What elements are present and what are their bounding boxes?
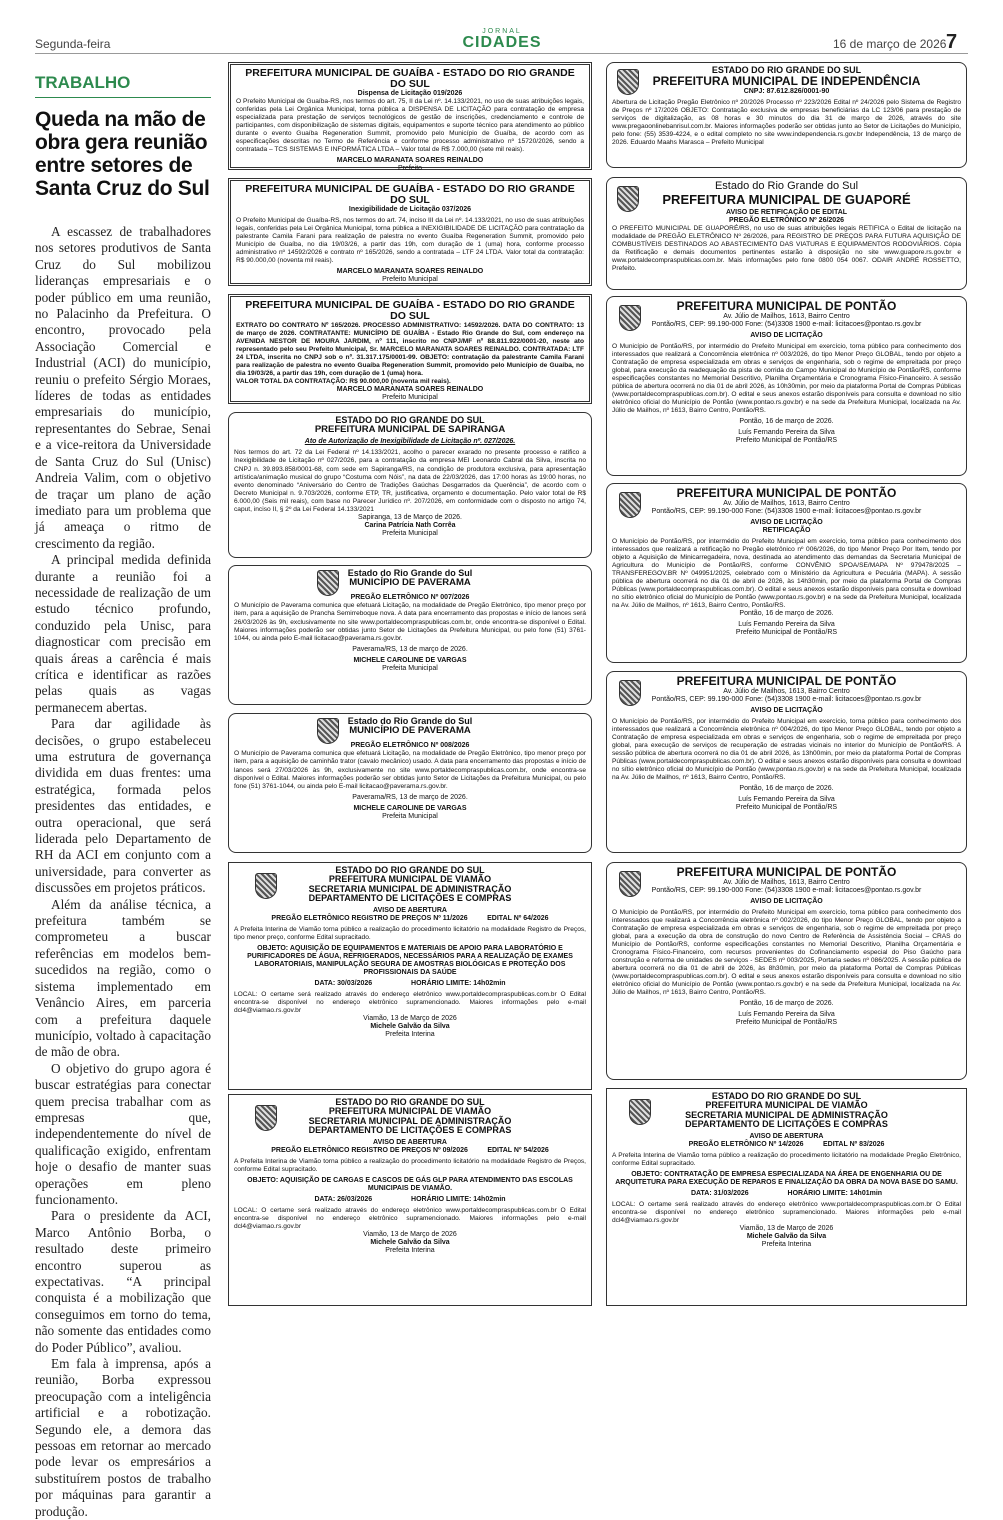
- notice-title: SECRETARIA MUNICIPAL DE ADMINISTRAÇÃO: [308, 883, 512, 894]
- notice-value: VALOR TOTAL DA CONTRATAÇÃO: R$ 90.000,00 (noventa mil reais).: [236, 378, 451, 386]
- notice-subtitle: Ato de Autorização de Inexigibilidade de Licitação nº. 027/2026.: [304, 438, 516, 446]
- notice-contact: Pontão/RS, CEP: 99.190-000 Fone: (54)3308 1900 e-mail: licitacoes@pontao.rs.gov.br: [651, 695, 922, 703]
- page-header: [0, 0, 1003, 62]
- notice-title: ESTADO DO RIO GRANDE DO SUL: [711, 65, 862, 75]
- notice-title: PREFEITURA MUNICIPAL DE PONTÃO: [676, 486, 897, 500]
- notice-role: Prefeito Municipal de Pontão/RS: [735, 437, 838, 445]
- notice-schedule: DATA: 26/03/2026 HORÁRIO LIMITE: 14h02min: [314, 1196, 506, 1203]
- notice-date: Pontão, 16 de março de 2026.: [739, 784, 834, 792]
- notice-address: Av. Júlio de Mailhos, 1613, Bairro Centro: [723, 878, 850, 886]
- notice-title: MUNICÍPIO DE PAVERAMA: [349, 577, 471, 589]
- article-body: [35, 224, 211, 1520]
- notice-guaiba-dispensa: [228, 62, 592, 173]
- notice-role: Prefeita Municipal: [382, 529, 438, 537]
- notice-schedule: DATA: 30/03/2026 HORÁRIO LIMITE: 14h02min: [314, 980, 506, 988]
- header-day: Segunda-feira: [35, 37, 111, 51]
- notice-date: Viamão, 13 de Março de 2026: [363, 1231, 457, 1239]
- notice-title: PREFEITURA MUNICIPAL DE GUAPORÉ: [662, 191, 911, 207]
- guapore-crest-icon: [617, 186, 639, 212]
- notice-body: O Prefeito Municipal de Guaíba-RS, nos termos do art. 74, inciso III da Lei nº. 14.133/2021, no uso de suas atribuições legais, conferidas pela Lei Orgânica Municipal, torna pública a INEXIGIBILIDADE DE LICITAÇÃO para contratação da palestrante Camila Farani para realização de palestra no evento Guaíba Regeneration Summit, promovido pelo Município de Guaíba, no dia 19/03/26, a partir das 19h, com duração de 1 (uma) hora, conforme processo administrativo nº 14592/2026 e contrato nº 165/2026, sendo a contratada – LTF 24 LTDA. Valor total da contratação: R$ 90.000,00 (noventa mil reais).: [236, 217, 584, 265]
- notice-guaiba-inexigibilidade: [228, 178, 592, 286]
- notice-guapore: [606, 177, 967, 290]
- notice-subtitle: Dispensa de Licitação 019/2026: [357, 90, 463, 98]
- notice-pontao-004: [606, 671, 967, 853]
- header-date: 16 de março de 2026: [833, 37, 947, 51]
- notice-date: Pontão, 16 de março de 2026.: [739, 610, 834, 618]
- notice-body: O Município de Paverama comunica que efetuará Licitação, na modalidade de Pregão Eletrônico, tipo menor preço por item, para a aquisição de Prancha Semirreboque nova. A data para encerramento das propostas e início de lances será 26/03/2026 às 9h, exclusivamente no site www.portaldecompraspublicas.com.br, onde encontra-se disponível o Edital. Maiores informações poderão ser obtidas junto Setor de Licitações da Prefeitura Municipal, ou pelo fone (51) 3761-1044, ou ainda pelo E-mail licitacao@paverama.rs.gov.br.: [234, 602, 586, 642]
- article-kicker: TRABALHO: [35, 73, 211, 98]
- notice-contact: Pontão/RS, CEP: 99.190-000 Fone: (54)3308 1900 e-mail: licitacoes@pontao.rs.gov.br: [651, 320, 922, 328]
- notice-contact: Pontão/RS, CEP: 99.190-000 Fone: (54)3308 1900 e-mail: licitacoes@pontao.rs.gov.br: [651, 886, 922, 894]
- notice-role: Prefeita Municipal: [382, 664, 438, 672]
- notice-signer: MICHELE CAROLINE DE VARGAS: [353, 656, 467, 664]
- notice-title: PREFEITURA MUNICIPAL DE PONTÃO: [676, 299, 897, 313]
- notice-title: PREFEITURA MUNICIPAL DE PONTÃO: [676, 674, 897, 688]
- notice-aviso: AVISO DE ABERTURA: [749, 1132, 824, 1140]
- notice-body: Abertura de Licitação Pregão Eletrônico nº 20/2026 Processo nº 223/2026 Edital nº 24/2026 pelo Sistema de Registro de Preços nº 17/2026 OBJETO: Contratação exclusiva de empresas beneficiárias da LC 123/06 para prestação de serviços de digitalização, as 08 horas e 30 minutos do dia 31 de março de 2026, através do site www.pregaoonlinebanrisul.com.br. Maiores informações poderão ser obtidas junto ao Setor de Licitações do Município, pelo fone: (55) 3539-4224, e o edital completo no site www.independencia.rs.gov.br Independência, 13 de março de 2026. Eduardo Maahs Marasca – Prefeito Municipal: [612, 99, 961, 147]
- notice-title: DEPARTAMENTO DE LICITAÇÕES E COMPRAS: [685, 1119, 888, 1130]
- notice-role: Prefeito: [397, 165, 423, 173]
- notice-title: PREFEITURA MUNICIPAL DE VIAMÃO: [705, 1100, 868, 1111]
- notice-signer: MARCELO MARANATA SOARES REINALDO: [336, 157, 484, 165]
- notice-role: Prefeito Municipal: [382, 394, 438, 402]
- notice-body: O Município de Pontão/RS, por intermédio do Prefeito Municipal em exercício, torna público para conhecimento dos interessados que realizará a Concorrência eletrônica nº 004/2026, do tipo Menor Preço GLOBAL, tendo por objeto a Contratação de empresa especializada em obras e serviços de engenharia, sob o regime de empreitada por preço global, para execução de serviços de recuperação de estradas vicinais no interior do Município de Pontão/RS. A sessão pública de abertura ocorrerá no dia 01 de abril 2026, às 13h00min, por meio da plataforma Portal de Compras Públicas (www.portaldecompraspublicas.com.br). O edital e seus anexos estarão disponíveis para consulta e download no sítio eletrônico oficial do Município de Pontão (www.pontao.rs.gov.br) e na sede da Prefeitura Municipal, localizada na Av. Júlio de Mailhos, nº 1613, Bairro Centro, Pontão/RS.: [612, 717, 961, 781]
- paverama-crest-icon: [317, 570, 339, 596]
- notice-reference: PREGÃO ELETRÔNICO Nº 14/2026 EDITAL Nº 83/2026: [688, 1140, 885, 1148]
- notice-role: Prefeita Municipal: [382, 812, 438, 820]
- notice-signer: MARCELO MARANATA SOARES REINALDO: [336, 386, 484, 394]
- article-paragraph: Para o presidente da ACI, Marco Antônio Borba, o resultado deste primeiro encontro superou as expectativas. “A principal conquista é a mobilização que conseguimos em torno do tema, não somente das entidades como do Poder Público”, avaliou.: [35, 1208, 211, 1355]
- article-paragraph: Em fala à imprensa, após a reunião, Borba expressou preocupação com a inteligência artificial e a robotização. Segundo ele, a demora das pessoas em retornar ao mercado pode levar os empresários a substituírem postos de trabalho por máquinas para garantir a produção.: [35, 1356, 211, 1519]
- notice-title: PREFEITURA MUNICIPAL DE GUAÍBA - ESTADO DO RIO GRANDE DO SUL: [245, 299, 575, 323]
- notice-date: Paverama/RS, 13 de março de 2026.: [352, 645, 468, 653]
- notice-aviso: AVISO DE ABERTURA: [373, 906, 447, 914]
- notice-address: Av. Júlio de Mailhos, 1613, Bairro Centro: [723, 312, 850, 320]
- notice-title: ESTADO DO RIO GRANDE DO SUL: [335, 415, 485, 425]
- pontao-crest-icon: [619, 305, 641, 331]
- notice-body: A Prefeita Interina de Viamão torna público a realização do procedimento licitatório na modalidade Registro de Preços, tipo menor preço, conforme Edital supracitado.: [234, 925, 586, 941]
- notice-signer: Luís Fernando Pereira da Silva: [738, 796, 835, 804]
- notice-role: Prefeito Municipal de Pontão/RS: [735, 1019, 838, 1027]
- notice-object: OBJETO: AQUISIÇÃO DE CARGAS E CASCOS DE GÁS GLP PARA ATENDIMENTO DAS ESCOLAS MUNICIPAIS DE VIAMÃO.: [247, 1176, 573, 1192]
- notice-paverama-008: [228, 713, 592, 853]
- notice-viamao-11: [228, 862, 592, 1090]
- notice-cnpj: CNPJ: 87.612.826/0001-90: [743, 88, 830, 96]
- notice-subtitle: AVISO DE RETIFICAÇÃO DE EDITAL: [725, 209, 848, 217]
- notice-body: A Prefeita Interina de Viamão torna público a realização do procedimento licitatório na modalidade Pregão Eletrônico, conforme Edital supracitado.: [612, 1151, 961, 1167]
- notice-signer: Luís Fernando Pereira da Silva: [738, 621, 835, 629]
- notice-body: O Município de Pontão/RS, por intermédio do Prefeito Municipal em exercício, torna público para conhecimento dos interessados que realizará a retificação no Pregão eletrônico nº 006/2026, do tipo Menor Preço Por Item, tendo por objeto a Aquisição de Minicarregadeira, nova, destinada ao atendimento das demandas da Secretaria Municipal de Agricultura do Município de Pontão/RS, conforme CONVÊNIO SPOA/SE/MAPA Nº 979478/2025 – TRANSFEREGOV.BR Nº 049951/2025, celebrado com o Ministério da Agricultura e Pecuária (MAPA). A sessão pública de abertura ocorrerá no dia 01 de abril de 2026, às 14h30min, por meio da plataforma Portal de Compras Públicas (www.portaldecompraspublicas.com.br). O edital e seus anexos estarão disponíveis para consulta e download no sítio eletrônico oficial do Município de Pontão (www.pontao.rs.gov.br) e na sede da Prefeitura Municipal, localizada na Av. Júlio de Mailhos, nº 1613, Bairro Centro, Pontão/RS.: [612, 537, 961, 610]
- notice-reference: PREGÃO ELETRÔNICO REGISTRO DE PREÇOS Nº 09/2026 EDITAL Nº 54/2026: [271, 1146, 549, 1154]
- notice-subtitle: PREGÃO ELETRÔNICO Nº 008/2026: [350, 742, 470, 750]
- notice-aviso: AVISO DE LICITAÇÃO: [750, 897, 823, 905]
- newspaper-logo: [452, 28, 552, 50]
- notice-signer: MICHELE CAROLINE DE VARGAS: [353, 804, 467, 812]
- article-paragraph: Além da análise técnica, a prefeitura também se comprometeu a buscar referências em modelos bem-sucedidos na região, como o sistema implementado em Venâncio Aires, em parceria com a prefeitura daquele município, voltado à capacitação de mão de obra.: [35, 896, 211, 1060]
- viamao-crest-icon: [255, 1105, 277, 1131]
- notice-pontao-006: [606, 483, 967, 663]
- notice-sapiranga: [228, 412, 592, 558]
- notice-date: Viamão, 13 de Março de 2026: [739, 1225, 834, 1233]
- notice-date: Sapiranga, 13 de Março de 2026.: [358, 513, 462, 521]
- brand-name: CIDADES: [462, 34, 542, 51]
- notice-title: PREFEITURA MUNICIPAL DE VIAMÃO: [328, 874, 492, 885]
- notice-title: PREFEITURA MUNICIPAL DE SAPIRANGA: [314, 424, 506, 436]
- notice-title: Estado do Rio Grande do Sul: [714, 180, 859, 192]
- notice-address: Av. Júlio de Mailhos, 1613, Bairro Centro: [723, 687, 850, 695]
- notice-body: O PREFEITO MUNICIPAL DE GUAPORÉ/RS, no uso de suas atribuições legais RETIFICA o Edital de licitação na modalidade de PREGÃO ELETRÔNICO Nº 26/2026, para REGISTRO DE PREÇOS PARA FUTURA AQUISIÇÃO DE COMBUSTÍVEIS DESTINADOS AO ABASTECIMENTO DAS VIATURAS E EQUIPAMENTOS RODOVIÁRIOS. Cópia da Retificação e demais documentos pertinentes estarão à disposição no site www.guapore.rs.gov.br e www.portaldecompraspublicas.com.br. Mais informações pelo fone 0800 054 0067. ODAIR ANDRÉ ROSSETTO, Prefeito.: [612, 225, 961, 273]
- notice-title: PREFEITURA MUNICIPAL DE GUAÍBA - ESTADO DO RIO GRANDE DO SUL: [245, 67, 575, 91]
- pontao-crest-icon: [619, 871, 641, 897]
- notice-body: O Prefeito Municipal de Guaíba-RS, nos termos do art. 75, II da Lei nº. 14.133/2021, no uso de suas atribuições legais, conferidas pela Lei Orgânica Municipal, torna pública a DISPENSA DE LICITAÇÃO para contratação de empresa especializada para prestação de serviços tecnológicos de gestão de inscrições, credenciamento e controle de participantes, com disponibilização de sistemas digitais, equipamentos e suporte técnico para atendimento ao público durante o evento Guaíba Regeneration Summit, promovido pelo Município de Guaíba, de acordo com as especificações descritas no Termo de Referência e conforme processo administrativo nº 15720/2026, sendo a contratada – TCS SISTEMAS E INFORMÁTICA LTDA – Valor total de R$ 7.000,00 (sete mil reais).: [236, 98, 584, 154]
- notice-aviso: AVISO DE ABERTURA: [373, 1138, 447, 1146]
- notice-viamao-14: [606, 1088, 967, 1306]
- notice-signer: Michele Galvão da Silva: [746, 1233, 827, 1241]
- notice-pontao-003: [606, 296, 967, 476]
- notice-aviso: AVISO DE LICITAÇÃO: [750, 706, 823, 714]
- notice-role: Prefeita Interina: [385, 1031, 435, 1039]
- notice-subtitle: Inexigibilidade de Licitação 037/2026: [348, 206, 472, 214]
- notice-signer: Luís Fernando Pereira da Silva: [738, 429, 835, 437]
- notice-viamao-09: [228, 1094, 592, 1306]
- article-paragraph: O objetivo do grupo agora é buscar estratégias para conectar quem precisa trabalhar com as empresas que, independentemente do nível de qualificação exigido, enfrentam hoje o desafio de manter suas operações em pleno funcionamento.: [35, 1060, 211, 1207]
- notice-reference: PREGÃO ELETRÔNICO REGISTRO DE PREÇOS Nº 11/2026 EDITAL Nº 64/2026: [271, 914, 549, 922]
- notice-body: Nos termos do art. 72 da Lei Federal nº 14.133/2021, acolho o parecer exarado no presente processo e ratifico a Inexigibilidade de Licitação nº 027/2026, para a contratação da empresa MEI Leonardo Cabral da Silva, inscrita no CNPJ n. 39.893.858/0001-68, com sede em Sapiranga/RS, na condição de produtora exclusiva, para apresentação artística/animação musical do grupo “Costuma com Nóis”, na data de 22/03/2026, das 17:00 horas às 19:00 horas, no evento denominado “Aniversário do Centro de Tradições Gaúchas Desgarrados da Querência”, de acordo com o Decreto Municipal n. 9.703/2026, conforme ETP, TR, justificativa, orçamento e documentação. Pelo valor total de R$ 6.000,00 (Seis mil reais), com base no Parecer Jurídico nº. 207/2026, em conformidade com o disposto no artigo 74, caput, inciso II, § 2º da Lei Federal 14.133/2021: [234, 449, 586, 513]
- notice-date: Paverama/RS, 13 de março de 2026.: [352, 793, 468, 801]
- article-paragraph: A escassez de trabalhadores nos setores produtivos de Santa Cruz do Sul mobilizou lideranças empresariais e o poder público em uma reunião, no Palacinho da Prefeitura. O encontro, provocado pela Associação Comercial e Industrial (ACI) do município, reuniu o prefeito Sérgio Moraes, líderes de todas as entidades empresariais do município, representantes do Sebrae, Senai e a vice-reitora da Universidade de Santa Cruz do Sul (Unisc) Andreia Valim, com o objetivo de traçar um plano de ação imediato para um problema que já ameaça o ritmo de crescimento da região.: [35, 224, 211, 551]
- notice-title: ESTADO DO RIO GRANDE DO SUL: [711, 1091, 862, 1101]
- notice-body: O Município de Paverama comunica que efetuará Licitação, na modalidade de Pregão Eletrônico, tipo menor preço por item, para a aquisição de caminhão trator (cavalo mecânico) usado. A data para encerramento das propostas e início de lances será 27/03/2026 às 9h, exclusivamente no site www.portaldecompraspublicas.com.br, onde encontra-se disponível o Edital. Maiores informações poderão ser obtidas junto Setor de Licitações da Prefeitura Municipal, ou pelo fone (51) 3761-1044, ou ainda pelo E-mail licitacao@paverama.rs.gov.br.: [234, 750, 586, 790]
- notice-date: Pontão, 16 de março de 2026.: [739, 418, 834, 426]
- article-headline: Queda na mão de obra gera reunião entre setores de Santa Cruz do Sul: [35, 108, 210, 200]
- notice-title: DEPARTAMENTO DE LICITAÇÕES E COMPRAS: [308, 893, 512, 904]
- notice-contact: Pontão/RS, CEP: 99.190-000 Fone: (54)3308 1900 e-mail: licitacoes@pontao.rs.gov.br: [651, 507, 922, 515]
- notice-role: Prefeita Interina: [385, 1247, 435, 1255]
- notice-signer: Luís Fernando Pereira da Silva: [738, 1011, 835, 1019]
- notice-object: OBJETO: AQUISIÇÃO DE EQUIPAMENTOS E MATERIAIS DE APOIO PARA LABORATÓRIO E PURIFICADORES DE ÁGUA, REFRIGERADOS, NECESSÁRIOS PARA A REALIZAÇÃO DE EXAMES LABORATORIAIS, MANIPULAÇÃO SEGURA DE AMOSTRAS BIOLÓGICAS E PROTEÇÃO DOS PROFISSIONAIS DA SAÚDE: [247, 944, 573, 977]
- notice-title: MUNICÍPIO DE PAVERAMA: [349, 725, 471, 737]
- notice-title: PREFEITURA MUNICIPAL DE VIAMÃO: [328, 1106, 492, 1117]
- notice-title: Estado do Rio Grande do Sul: [347, 568, 473, 578]
- news-article: [35, 73, 211, 1520]
- pontao-crest-icon: [619, 492, 641, 518]
- notice-title: Estado do Rio Grande do Sul: [347, 716, 473, 726]
- notice-title: DEPARTAMENTO DE LICITAÇÕES E COMPRAS: [308, 1125, 512, 1136]
- notice-title: ESTADO DO RIO GRANDE DO SUL: [335, 1097, 485, 1107]
- notice-signer: MARCELO MARANATA SOARES REINALDO: [336, 268, 484, 276]
- notice-location: LOCAL: O certame será realizado através do endereço eletrônico www.portaldecompraspublicas.com.br O Edital encontra-se disponível no endereço eletrônico supramencionado. Maiores informações pelo e-mail dcl4@viamao.rs.gov.br: [612, 1201, 961, 1225]
- article-paragraph: A principal medida definida durante a reunião foi a necessidade de realização de um estudo técnico profundo, conduzido pela Unisc, para diagnosticar com precisão em quais áreas a carência é mais crítica e identificar as razões pelas quais as vagas permanecem abertas.: [35, 552, 211, 715]
- notice-body: O Município de Pontão/RS, por intermédio do Prefeito Municipal em exercício, torna público para conhecimento dos interessados que realizará a Concorrência eletrônica nº 002/2026, do tipo Menor Preço GLOBAL, tendo por objeto a Contratação de empresa especializada em obras e serviços de engenharia, sob o regime de empreitada por preço global, para a execução da obra de construção do novo Centro de Referência de Assistência Social – CRAS do Município de Pontão/RS, conforme especificações constantes no Memorial Descritivo, Planilha Orçamentária e Cronograma Físico-Financeiro, com recursos provenientes do Cofinanciamento especial do Piso Gaúcho para construção e reforma de unidades de serviços - SEDES nº 003/2025, Portaria sedes nº 086/2025. A sessão pública de abertura ocorrerá no dia 01 de abril de 2026, às 8h30min, por meio da plataforma Portal de Compras Públicas (www.portaldecompraspublicas.com.br). O edital e seus anexos estarão disponíveis para consulta e download no sítio eletrônico oficial do Município de Pontão (www.pontao.rs.gov.br) e na sede da Prefeitura Municipal, localizada na Av. Júlio de Mailhos, nº 1613, Bairro Centro, Pontão/RS.: [612, 908, 961, 997]
- notice-independencia: [606, 62, 967, 168]
- article-paragraph: Para dar agilidade às decisões, o grupo estabeleceu uma estrutura de governança dividida em duas frentes: uma estratégica, formada pelos presidentes das entidades, e outra operacional, que será liderada pelo Departamento de RH da ACI em conjunto com a universidade, para converter as discussões em projetos práticos.: [35, 716, 211, 896]
- paverama-crest-icon: [317, 718, 339, 744]
- notice-signer: Carina Patrícia Nath Corrêa: [364, 521, 456, 529]
- notice-title: SECRETARIA MUNICIPAL DE ADMINISTRAÇÃO: [685, 1109, 888, 1120]
- notice-schedule: DATA: 31/03/2026 HORÁRIO LIMITE: 14h01min: [690, 1190, 883, 1197]
- notice-title: PREFEITURA MUNICIPAL DE PONTÃO: [676, 865, 897, 879]
- notice-role: Prefeito Municipal de Pontão/RS: [735, 804, 838, 812]
- viamao-crest-icon: [629, 1099, 651, 1125]
- notice-body: A Prefeita Interina de Viamão torna público a realização do procedimento licitatório na modalidade Registro de Preços, conforme Edital supracitado.: [234, 1157, 586, 1173]
- notice-role: Prefeita Interina: [761, 1241, 812, 1249]
- notice-location: LOCAL: O certame será realizado através do endereço eletrônico www.portaldecompraspublicas.com.br O Edital encontra-se disponível no endereço eletrônico supramencionado. Maiores informações pelo e-mail dcl4@viamao.rs.gov.br: [234, 1207, 586, 1231]
- notice-signer: Michele Galvão da Silva: [370, 1023, 450, 1031]
- notice-location: LOCAL: O certame será realizado através do endereço eletrônico www.portaldecompraspublicas.com.br O Edital encontra-se disponível no endereço eletrônico supramencionado. Maiores informações pelo e-mail dcl4@viamao.rs.gov.br: [234, 991, 586, 1015]
- notice-paverama-007: [228, 565, 592, 705]
- notice-subtitle: PREGÃO ELETRÔNICO Nº 26/2026: [729, 217, 844, 225]
- notice-date: Viamão, 13 de Março de 2026: [363, 1015, 457, 1023]
- notice-subtitle: PREGÃO ELETRÔNICO Nº 007/2026: [350, 594, 470, 602]
- notice-role: Prefeito Municipal de Pontão/RS: [735, 629, 838, 637]
- notice-body: O Município de Pontão/RS, por intermédio do Prefeito Municipal em exercício, torna público para conhecimento dos interessados que realizará a Concorrência eletrônica nº 003/2026, do tipo Menor Preço GLOBAL, tendo por objeto a Contratação de empresa especializada em obras e serviços de engenharia, sob o regime de empreitada por preço global, para execução da readequação da pista de corrida do Campo Municipal do Município de Pontão/RS, conforme especificações constantes no Memorial Descritivo, Planilha Orçamentária e Cronograma Físico-Financeiro. A sessão pública de abertura ocorrerá no dia 01 de abril 2026, às 10h30min, por meio da plataforma Portal de Compras Públicas (www.portaldecompraspublicas.com.br). O edital e seus anexos estarão disponíveis para consulta e download no sítio eletrônico oficial do Município de Pontão (www.pontao.rs.gov.br) e na sede da Prefeitura Municipal, localizada na Av. Júlio de Mailhos, nº 1613, Bairro Centro, Pontão/RS.: [612, 342, 961, 414]
- notice-title: ESTADO DO RIO GRANDE DO SUL: [335, 865, 485, 875]
- header-divider: [35, 53, 968, 54]
- notice-signer: Michele Galvão da Silva: [370, 1239, 450, 1247]
- notice-role: Prefeito Municipal: [382, 276, 438, 284]
- notice-aviso: AVISO DE LICITAÇÃO: [750, 518, 823, 526]
- notice-title: PREFEITURA MUNICIPAL DE GUAÍBA - ESTADO DO RIO GRANDE DO SUL: [245, 183, 575, 207]
- independencia-crest-icon: [617, 69, 639, 95]
- brand-small: JORNAL: [482, 28, 522, 35]
- notice-title: PREFEITURA MUNICIPAL DE INDEPENDÊNCIA: [652, 74, 921, 89]
- page-number: 7: [946, 31, 958, 53]
- notice-date: Pontão, 16 de março de 2026.: [739, 1000, 834, 1008]
- notice-aviso: RETIFICAÇÃO: [762, 526, 811, 534]
- notice-object: OBJETO: CONTRATAÇÃO DE EMPRESA ESPECIALIZADA NA ÁREA DE ENGENHARIA OU DE ARQUITETURA PARA EXECUÇÃO DE REPAROS E FINALIZAÇÃO DA OBRA DA NOVA BASE DO SAMU.: [615, 1170, 958, 1186]
- pontao-crest-icon: [619, 680, 641, 706]
- notice-aviso: AVISO DE LICITAÇÃO: [750, 331, 823, 339]
- notice-pontao-002: [606, 862, 967, 1080]
- viamao-crest-icon: [255, 873, 277, 899]
- notice-address: Av. Júlio de Mailhos, 1613, Bairro Centro: [723, 499, 850, 507]
- notice-body: EXTRATO DO CONTRATO Nº 165/2026. PROCESSO ADMINISTRATIVO: 14592/2026. DATA DO CONTRATO: 13 de março de 2026. CONTRATANTE: MUNICÍPIO DE GUAÍBA - Estado Rio Grande do Sul, com endereço na AVENIDA NESTOR DE MOURA JARDIM, nº 111, inscrito no CNPJ/MF nº 88.811.922/0001-20, neste ato representado pelo seu Prefeito Municipal, Sr. MARCELO MARANATA SOARES REINALDO. CONTRATADA: LTF 24 LTDA, inscrita no CNPJ sob o nº. 31.317.175/0001-99. OBJETO: contratação da palestrante Camila Farani para realização de palestra no evento Guaíba Regeneration Summit, promovido pelo Município de Guaíba, no dia 19/03/26, a partir das 19h, com duração de 1 (uma) hora.: [236, 322, 584, 378]
- notice-title: SECRETARIA MUNICIPAL DE ADMINISTRAÇÃO: [308, 1115, 512, 1126]
- notice-guaiba-extrato: [228, 294, 592, 404]
